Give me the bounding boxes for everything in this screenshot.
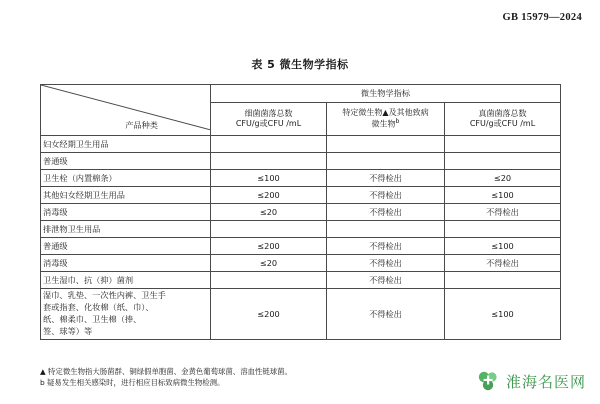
row-specific-value: 不得检出: [327, 204, 445, 221]
header-fungi-count: [445, 103, 561, 136]
leaf-cross-logo-icon: [476, 368, 502, 394]
footnote-2: b 疑易发生相关感染时，进行相应目标致病微生物检测。: [40, 378, 225, 388]
row-bacteria-value: [211, 136, 327, 153]
table-row: [41, 153, 561, 170]
table-row: [41, 187, 561, 204]
row-bacteria-value: [211, 153, 327, 170]
table-row: [41, 238, 561, 255]
header-specific-line1: 特定微生物▲及其他致病: [342, 108, 429, 118]
row-bacteria-value: [211, 272, 327, 289]
table-title: 表 5 微生物学指标: [251, 58, 349, 71]
header-bacteria-line1: 细菌菌落总数: [244, 109, 293, 118]
table-header-row-group: [41, 85, 561, 103]
row-bacteria-value: ≤20: [211, 204, 327, 221]
row-fungi-value: [445, 153, 561, 170]
row-fungi-value: ≤100: [445, 187, 561, 204]
table-row: [41, 204, 561, 221]
row-bacteria-value: ≤100: [211, 170, 327, 187]
row-bacteria-value: ≤200: [211, 187, 327, 204]
row-specific-value: [327, 136, 445, 153]
row-label: 普通级: [41, 153, 211, 170]
row-fungi-value: [445, 272, 561, 289]
header-fungi-line2: CFU/g或CFU /mL: [469, 119, 536, 128]
header-specific-line2: 微生物$^b$: [371, 118, 400, 129]
watermark-logo-icon: [476, 368, 502, 394]
row-label: 消毒级: [41, 204, 211, 221]
header-product-type-cell: [41, 85, 211, 136]
row-specific-value: 不得检出: [327, 272, 445, 289]
table-row: [41, 272, 561, 289]
row-label: 卫生湿巾、抗（抑）菌剂: [41, 272, 211, 289]
row-bacteria-value: [211, 221, 327, 238]
table-row: [41, 221, 561, 238]
row-specific-value: 不得检出: [327, 238, 445, 255]
row-label-line1: 湿巾、乳垫、一次性内裤、卫生手: [43, 290, 166, 300]
footnote-1: ▲ 特定微生物指大肠菌群、铜绿假单胞菌、金黄色葡萄球菌、溶血性链球菌。: [40, 367, 292, 376]
row-label-line4: 签、球等）等: [43, 325, 93, 336]
site-watermark: [476, 368, 586, 394]
row-fungi-value: ≤100: [445, 238, 561, 255]
standard-code: GB 15979—2024: [502, 12, 582, 23]
row-label-multiline: [41, 289, 211, 340]
row-fungi-value: ≤20: [445, 170, 561, 187]
header-product-type-label: 产品种类: [125, 119, 158, 130]
watermark-text: 淮海名医网: [505, 372, 586, 391]
row-label-line2: 套或指套、化妆棉（纸、巾）、: [43, 301, 154, 312]
row-specific-value: 不得检出: [327, 289, 445, 340]
row-fungi-value: 不得检出: [445, 255, 561, 272]
row-label: 其他妇女经期卫生用品: [41, 187, 211, 204]
footnote-marker-b: b: [395, 118, 400, 126]
row-fungi-value: 不得检出: [445, 204, 561, 221]
header-bacteria-line2: CFU/g或CFU /mL: [235, 119, 302, 128]
row-bacteria-value: ≤200: [211, 289, 327, 340]
row-label: 排泄物卫生用品: [41, 221, 211, 238]
row-label: 卫生栓（内置棉条）: [41, 170, 211, 187]
row-bacteria-value: ≤20: [211, 255, 327, 272]
row-specific-value: [327, 153, 445, 170]
row-fungi-value: [445, 221, 561, 238]
header-group-label: 微生物学指标: [211, 85, 561, 103]
row-label: 妇女经期卫生用品: [41, 136, 211, 153]
table-row-wipes: [41, 289, 561, 340]
row-label: 消毒级: [41, 255, 211, 272]
row-fungi-value: [445, 136, 561, 153]
row-specific-value: 不得检出: [327, 187, 445, 204]
row-specific-value: [327, 221, 445, 238]
header-bacteria-count: [211, 103, 327, 136]
microbiology-table: [40, 84, 561, 340]
header-fungi-line1: 真菌菌落总数: [478, 109, 527, 118]
row-specific-value: 不得检出: [327, 170, 445, 187]
row-specific-value: 不得检出: [327, 255, 445, 272]
header-specific-microbes: [327, 103, 445, 136]
table-row: [41, 170, 561, 187]
row-label-line3: 纸、棉柔巾、卫生棉（捧、: [43, 313, 142, 324]
microbiology-table-container: [40, 84, 560, 340]
row-bacteria-value: ≤200: [211, 238, 327, 255]
row-fungi-value: ≤100: [445, 289, 561, 340]
table-row: [41, 255, 561, 272]
row-label: 普通级: [41, 238, 211, 255]
table-row: [41, 136, 561, 153]
